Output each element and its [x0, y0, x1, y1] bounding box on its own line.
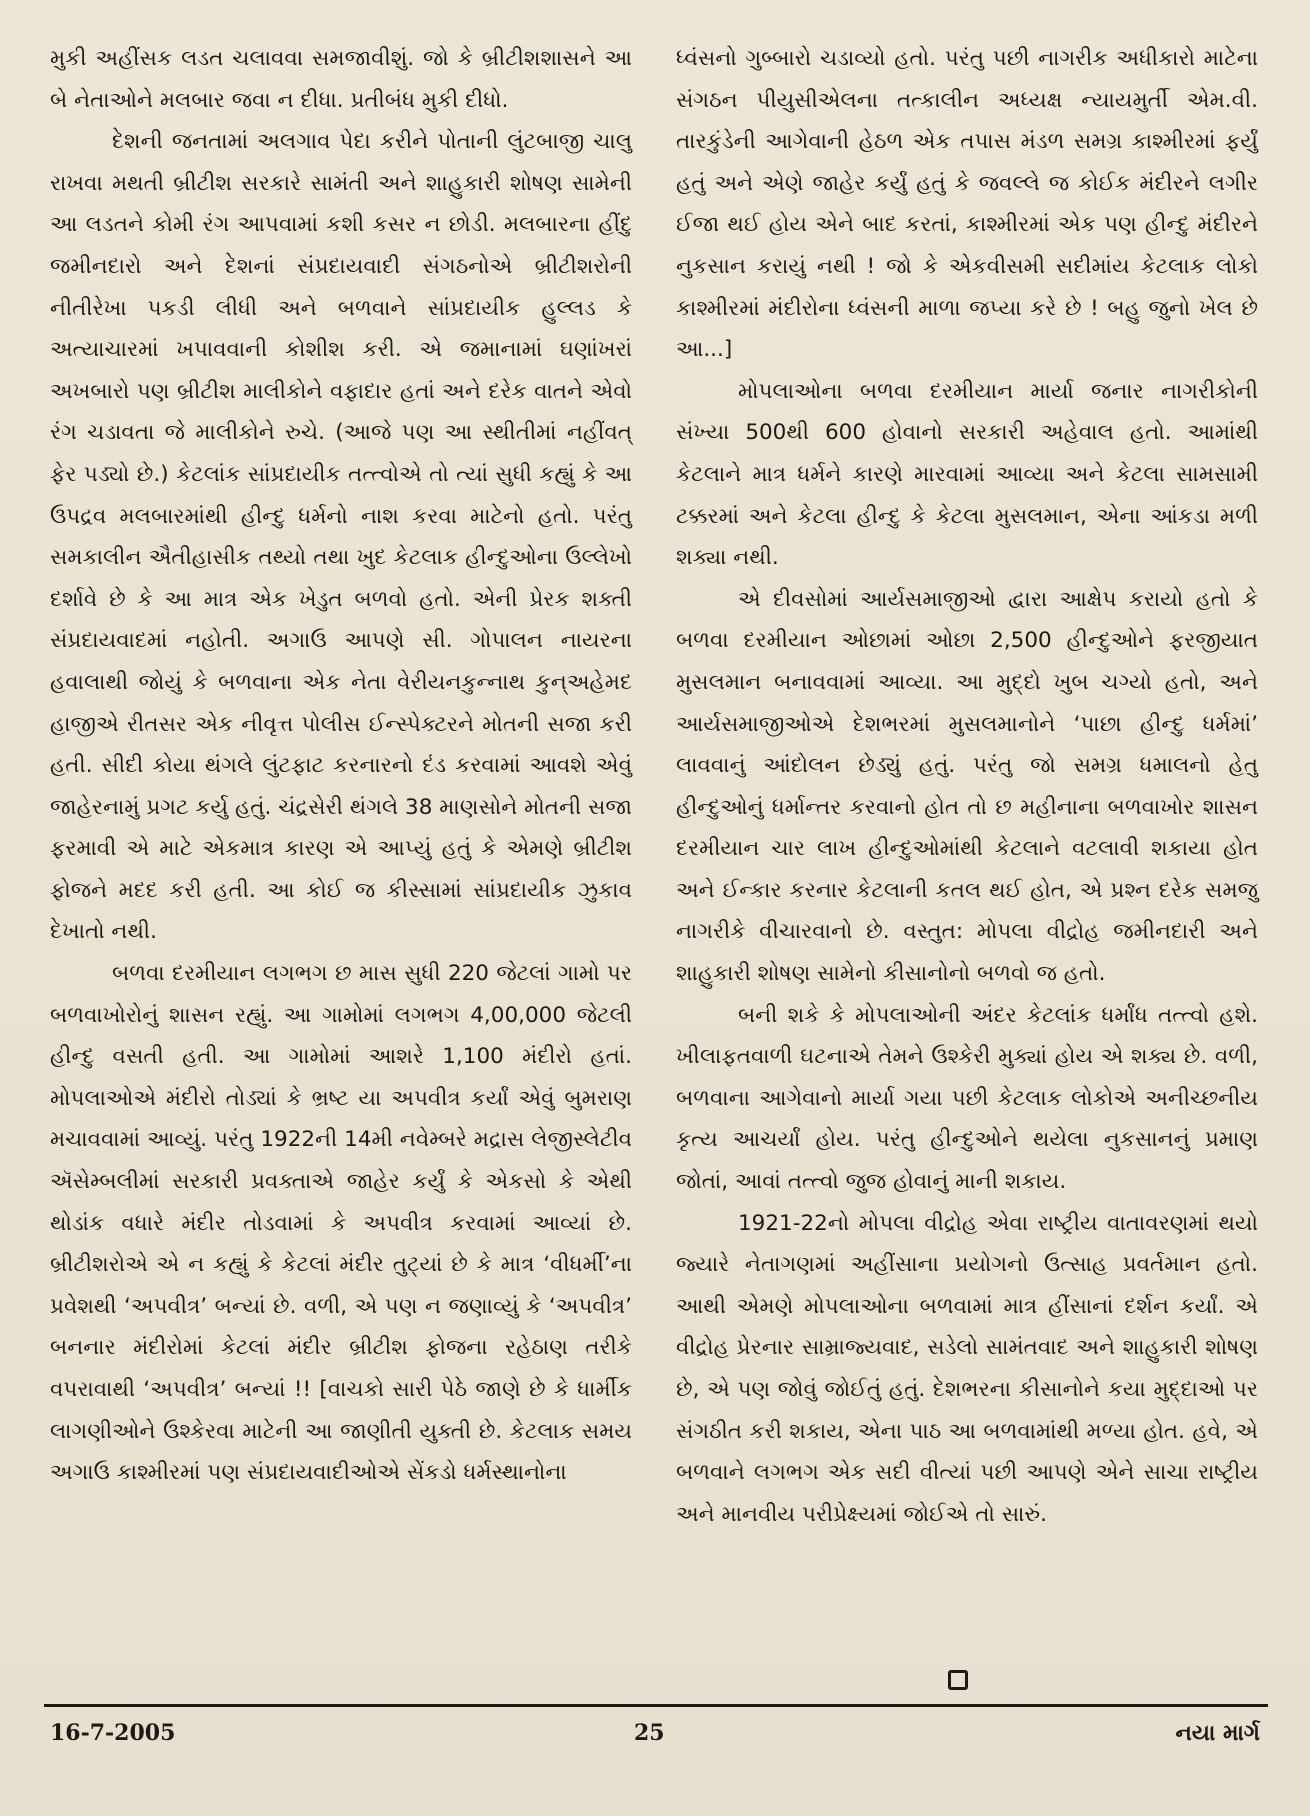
footer-divider [44, 1704, 1268, 1707]
end-of-article-square-icon [948, 1670, 968, 1690]
paragraph: ધ્વંસનો ગુબ્બારો ચડાવ્યો હતો. પરંતુ પછી નાગરીક અધીકારો માટેના સંગઠન પીયુસીએલના તત્કાલીન અધ્યક્ષ ન્યાયમુર્તી એમ.વી. તારકુંડેની આગેવાની હેઠળ એક તપાસ મંડળ સમગ્ર કાશ્મીરમાં ફર્યું હતું અને એણે જાહેર કર્યું હતું કે જવલ્લે જ કોઈક મંદીરને લગીર ઈજા થઈ હોય એને બાદ કરતાં, કાશ્મીરમાં એક પણ હીન્દુ મંદીરને નુકસાન કરાયું નથી ! જો કે એકવીસમી સદીમાંય કેટલાક લોકો કાશ્મીરમાં મંદીરોના ધ્વંસની માળા જપ્યા કરે છે ! બહુ જુનો ખેલ છે આ...] [676, 46, 1258, 363]
paragraph: દેશની જનતામાં અલગાવ પેદા કરીને પોતાની લુંટબાજી ચાલુ રાખવા મથતી બ્રીટીશ સરકારે સામંતી અને શાહુકારી શોષણ સામેની આ લડતને કોમી રંગ આપવામાં કશી કસર ન છોડી. મલબારના હીંદુ જમીનદારો અને દેશનાં સંપ્રદાયવાદી સંગઠનોએ બ્રીટીશરોની નીતીરેખા પકડી લીધી અને બળવાને સાંપ્રદાયીક હુલ્લડ કે અત્યાચારમાં ખપાવવાની કોશીશ કરી. એ જમાનામાં ઘણાંખરાં અખબારો પણ બ્રીટીશ માલીકોને વફાદાર હતાં અને દરેક વાતને એવો રંગ ચડાવતા જે માલીકોને રુચે. (આજે પણ આ સ્થીતીમાં નહીંવત્ ફેર પડ્યો છે.) કેટલાંક સાંપ્રદાયીક તત્ત્વોએ તો ત્યાં સુધી કહ્યું કે આ ઉપદ્રવ મલબારમાંથી હીન્દુ ધર્મનો નાશ કરવા માટેનો હતો. પરંતુ સમકાલીન ઐતીહાસીક તથ્યો તથા ખુદ કેટલાક હીન્દુઓના ઉલ્લેખો દર્શાવે છે કે આ માત્ર એક ખેડુત બળવો હતો. એની પ્રેરક શક્તી સંપ્રદાયવાદમાં નહોતી. અગાઉ આપણે સી. ગોપાલન નાયરના હવાલાથી જોયું કે બળવાના એક નેતા વેરીયનકુન્નાથ કુન્અહેમદ હાજીએ રીતસર એક નીવૃત્ત પોલીસ ઈન્સ્પેક્ટરને મોતની સજા કરી હતી. સીદી કોયા થંગલે લુંટફાટ કરનારનો દંડ કરવામાં આવશે એવું જાહેરનામું પ્રગટ કર્યુ હતું. ચંદ્રસેરી થંગલે 38 માણસોને મોતની સજા ફરમાવી એ માટે એકમાત્ર કારણ એ આપ્યું હતું કે એમણે બ્રીટીશ ફોજને મદદ કરી હતી. આ કોઈ જ કીસ્સામાં સાંપ્રદાયીક ઝુકાવ દેખાતો નથી. [50, 129, 632, 945]
paragraph: બની શકે કે મોપલાઓની અંદર કેટલાંક ધર્માંધ તત્ત્વો હશે. ખીલાફતવાળી ઘટનાએ તેમને ઉશ્કેરી મુક્યાં હોય એ શક્ય છે. વળી, બળવાના આગેવાનો માર્યા ગયા પછી કેટલાક લોકોએ અનીચ્છનીય કૃત્ય આચર્યાં હોય. પરંતુ હીન્દુઓને થયેલા નુકસાનનું પ્રમાણ જોતાં, આવાં તત્ત્વો જુજ હોવાનું માની શકાય. [676, 1002, 1258, 1195]
magazine-name: નયા માર્ગ [1175, 1720, 1260, 1746]
paragraph: એ દીવસોમાં આર્યસમાજીઓ દ્વારા આક્ષેપ કરાયો હતો કે બળવા દરમીયાન ઓછામાં ઓછા 2,500 હીન્દુઓને ફરજીયાત મુસલમાન બનાવવામાં આવ્યા. આ મુદ્દો ખુબ ચગ્યો હતો, અને આર્યસમાજીઓએ દેશભરમાં મુસલમાનોને ‘પાછા હીન્દુ ધર્મમાં’ લાવવાનું આંદોલન છેડ્યું હતું. પરંતુ જો સમગ્ર ધમાલનો હેતુ હીન્દુઓનું ધર્માન્તર કરવાનો હોત તો છ મહીનાના બળવાખોર શાસન દરમીયાન ચાર લાખ હીન્દુઓમાંથી કેટલાને વટલાવી શકાયા હોત અને ઈન્કાર કરનાર કેટલાની કતલ થઈ હોત, એ પ્રશ્ન દરેક સમજુ નાગરીકે વીચારવાનો છે. વસ્તુત: મોપલા વીદ્રોહ જમીનદારી અને શાહુકારી શોષણ સામેનો કીસાનોનો બળવો જ હતો. [676, 586, 1258, 987]
paragraph: 1921-22નો મોપલા વીદ્રોહ એવા રાષ્ટ્રીય વાતાવરણમાં થયો જ્યારે નેતાગણમાં અહીંસાના પ્રયોગનો ઉત્સાહ પ્રવર્તમાન હતો. આથી એમણે મોપલાઓના બળવામાં માત્ર હીંસાનાં દર્શન કર્યાં. એ વીદ્રોહ પ્રેરનાર સામ્રાજ્યવાદ, સડેલો સામંતવાદ અને શાહુકારી શોષણ છે, એ પણ જોવું જોઈતું હતું. દેશભરના કીસાનોને કયા મુદ્દાઓ પર સંગઠીત કરી શકાય, એના પાઠ આ બળવામાંથી મળ્યા હોત. હવે, એ બળવાને લગભગ એક સદી વીત્યાં પછી આપણે એને સાચા રાષ્ટ્રીય અને માનવીય પરીપ્રેક્ષ્યમાં જોઈએ તો સારું. [676, 1210, 1258, 1527]
left-column [50, 38, 632, 1494]
paragraph: બળવા દરમીયાન લગભગ છ માસ સુધી 220 જેટલાં ગામો પર બળવાખોરોનું શાસન રહ્યું. આ ગામોમાં લગભગ 4,00,000 જેટલી હીન્દુ વસતી હતી. આ ગામોમાં આશરે 1,100 મંદીરો હતાં. મોપલાઓએ મંદીરો તોડ્યાં કે ભ્રષ્ટ યા અપવીત્ર કર્યાં એવું બુમરાણ મચાવવામાં આવ્યું. પરંતુ 1922ની 14મી નવેમ્બરે મદ્રાસ લેજીસ્લેટીવ ઍસેમ્બલીમાં સરકારી પ્રવક્તાએ જાહેર કર્યું કે એકસો કે એથી થોડાંક વધારે મંદીર તોડવામાં કે અપવીત્ર કરવામાં આવ્યાં છે. બ્રીટીશરોએ એ ન કહ્યું કે કેટલાં મંદીર તુટ્યાં છે કે માત્ર ‘વીધર્મી’ના પ્રવેશથી ‘અપવીત્ર’ બન્યાં છે. વળી, એ પણ ન જણાવ્યું કે ‘અપવીત્ર’ બનનાર મંદીરોમાં કેટલાં મંદીર બ્રીટીશ ફોજના રહેઠાણ તરીકે વપરાવાથી ‘અપવીત્ર’ બન્યાં !! [વાચકો સારી પેઠે જાણે છે કે ધાર્મીક લાગણીઓને ઉશ્કેરવા માટેની આ જાણીતી યુક્તી છે. કેટલાક સમય અગાઉ કાશ્મીરમાં પણ સંપ્રદાયવાદીઓએ સેંકડો ધર્મસ્થાનોના [50, 961, 632, 1486]
paragraph: મુકી અહીંસક લડત ચલાવવા સમજાવીશું. જો કે બ્રીટીશશાસને આ બે નેતાઓને મલબાર જવા ન દીધા. પ્રતીબંધ મુકી દીધો. [50, 46, 632, 113]
right-column [676, 38, 1258, 1535]
page-number: 25 [634, 1720, 665, 1746]
footer-date: 16-7-2005 [50, 1720, 176, 1746]
paragraph: મોપલાઓના બળવા દરમીયાન માર્યા જનાર નાગરીકોની સંખ્યા 500થી 600 હોવાનો સરકારી અહેવાલ હતો. આમાંથી કેટલાને માત્ર ધર્મને કારણે મારવામાં આવ્યા અને કેટલા સામસામી ટક્કરમાં અને કેટલા હીન્દુ કે કેટલા મુસલમાન, એના આંકડા મળી શક્યા નથી. [676, 378, 1258, 571]
